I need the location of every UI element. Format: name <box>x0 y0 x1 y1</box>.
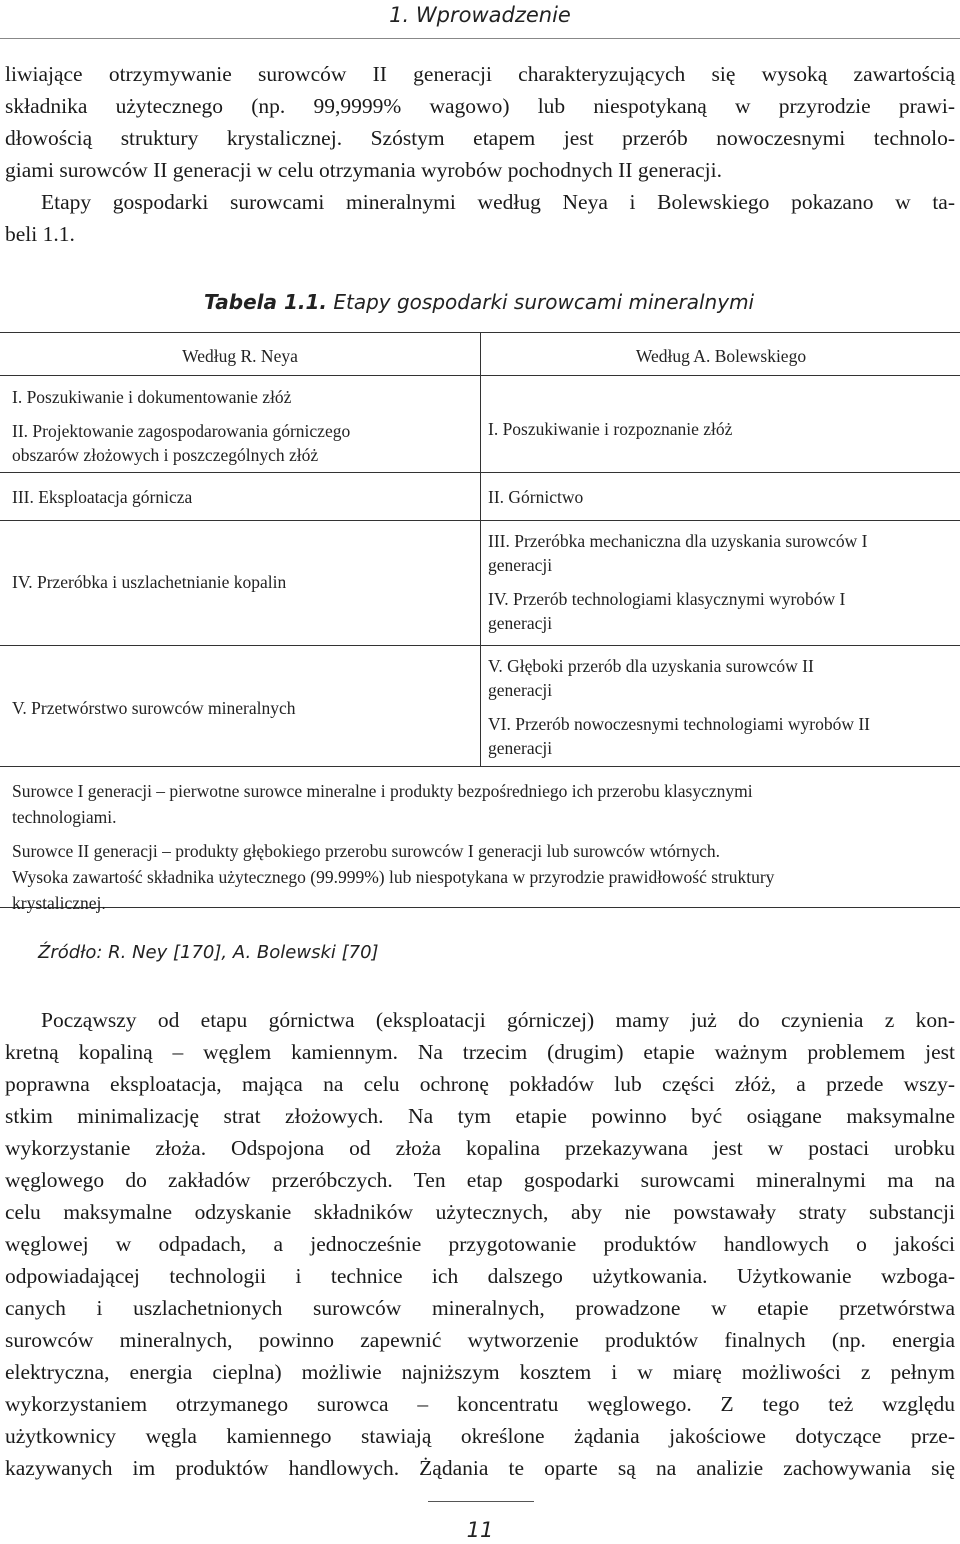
ney-stage-3: III. Eksploatacja górnicza <box>12 487 193 507</box>
ney-stage-4: IV. Przeróbka i uszlachetnianie kopalin <box>12 572 287 592</box>
note-line: krystalicznej. <box>12 893 106 913</box>
stages-table <box>0 332 960 913</box>
intro-line: składnika użytecznego (np. 99,9999% wagowo) lub niespotykaną w przyrodzie prawi- <box>5 94 955 118</box>
paragraph-line: węglowego do zakładów przeróbczych. Ten etap gospodarki surowcami mineralnymi ma na <box>5 1168 955 1192</box>
bolewski-stage-6: VI. Przerób nowoczesnymi technologiami wyrobów II <box>488 714 870 734</box>
paragraph-line: kretną kopaliną – węglem kamiennym. Na trzecim (drugim) etapie ważnym problemem jest <box>5 1040 955 1064</box>
paragraph-line: Począwszy od etapu górnictwa (eksploatacji górniczej) mamy już do czynienia z kon- <box>41 1008 955 1032</box>
table-caption: Etapy gospodarki surowcami mineralnymi <box>333 290 755 314</box>
main-paragraph <box>5 1004 955 1484</box>
paragraph-line: kazywanych im produktów handlowych. Żądania te oparte są na analizie zachowywania się <box>5 1456 955 1480</box>
paragraph-line: odpowiadającej technologii i technice ich dalszego użytkowania. Użytkowanie wzboga- <box>5 1264 955 1288</box>
note-line: Surowce II generacji – produkty głębokiego przerobu surowców I generacji lub surowców wtórnych. <box>12 841 721 861</box>
bolewski-stage-3-cont: generacji <box>488 555 553 575</box>
ney-stage-2-cont: obszarów złożowych i poszczególnych złóż <box>12 445 319 465</box>
paragraph-line: wykorzystaniem otrzymanego surowca – koncentratu węglowego. Z tego też względu <box>5 1392 955 1416</box>
intro-paragraph <box>5 58 955 250</box>
paragraph-line: użytkownicy węgla kamiennego stawiają określone żądania jakościowe dotyczące prze- <box>5 1424 955 1448</box>
paragraph-line: surowców mineralnych, powinno zapewnić wytworzenie produktów finalnych (np. energia <box>5 1328 955 1352</box>
note-first-generation <box>12 778 952 830</box>
paragraph-line: wykorzystanie złoża. Odspojona od złoża kopalina przekazywana jest w postaci urobku <box>5 1136 955 1160</box>
chapter-title: 1. Wprowadzenie <box>389 3 571 27</box>
intro-line: liwiające otrzymywanie surowców II generacji charakteryzujących się wysoką zawartością <box>5 62 955 86</box>
table-body-bottom-rule <box>0 766 960 767</box>
ney-stage-2: II. Projektowanie zagospodarowania górniczego <box>12 421 351 441</box>
note-line: technologiami. <box>12 807 117 827</box>
bolewski-stage-5-cont: generacji <box>488 680 553 700</box>
bolewski-stage-5: V. Głęboki przerób dla uzyskania surowców II <box>488 656 814 676</box>
table-column-divider <box>480 332 481 766</box>
header-rule <box>0 38 960 39</box>
note-line: Surowce I generacji – pierwotne surowce mineralne i produkty bezpośredniego ich przerobu klasycznymi <box>12 781 753 801</box>
paragraph-line: węglowej w odpadach, a jednocześnie przygotowanie produktów handlowych o jakości <box>5 1232 955 1256</box>
footer-rule <box>428 1501 534 1502</box>
note-second-generation <box>12 838 952 916</box>
table-title <box>204 288 754 316</box>
paragraph-line: elektryczna, energia cieplna) możliwie najniższym kosztem i w miarę możliwości z pełnym <box>5 1360 955 1384</box>
bolewski-stage-4: IV. Przerób technologiami klasycznymi wyrobów I <box>488 589 846 609</box>
ney-stage-1: I. Poszukiwanie i dokumentowanie złóż <box>12 387 292 407</box>
intro-line: Etapy gospodarki surowcami mineralnymi według Neya i Bolewskiego pokazano w ta- <box>41 190 955 214</box>
paragraph-line: stkim minimalizację strat złożowych. Na tym etapie powinno być osiągane maksymalne <box>5 1104 955 1128</box>
bolewski-stage-6-cont: generacji <box>488 738 553 758</box>
intro-line: beli 1.1. <box>5 222 75 246</box>
bolewski-stage-4-cont: generacji <box>488 613 553 633</box>
table-label: Tabela 1.1. <box>204 290 327 314</box>
bolewski-stage-1: I. Poszukiwanie i rozpoznanie złóż <box>488 419 733 439</box>
ney-stage-5: V. Przetwórstwo surowców mineralnych <box>12 698 296 718</box>
paragraph-line: celu maksymalne odzyskanie składników użytecznych, aby nie powstawały straty substancji <box>5 1200 955 1224</box>
column-header-ney: Według R. Neya <box>182 346 298 366</box>
intro-line: dłowością struktury krystalicznej. Szóstym etapem jest przerób nowoczesnymi technolo- <box>5 126 955 150</box>
bolewski-stage-2: II. Górnictwo <box>488 487 584 507</box>
paragraph-line: canych i uszlachetnionych surowców mineralnych, prowadzone w etapie przetwórstwa <box>5 1296 955 1320</box>
bolewski-stage-3: III. Przeróbka mechaniczna dla uzyskania surowców I <box>488 531 868 551</box>
intro-line: giami surowców II generacji w celu otrzymania wyrobów pochodnych II generacji. <box>5 158 722 182</box>
table-source: Źródło: R. Ney [170], A. Bolewski [70] <box>38 942 379 963</box>
page-number: 11 <box>466 1518 494 1542</box>
note-line: Wysoka zawartość składnika użytecznego (99.999%) lub niespotykana w przyrodzie prawidłowość struktury <box>12 867 775 887</box>
paragraph-line: poprawna eksploatacja, mająca na celu ochronę pokładów lub części złóż, a przede wszy- <box>5 1072 955 1096</box>
column-header-bolewski: Według A. Bolewskiego <box>635 346 807 366</box>
